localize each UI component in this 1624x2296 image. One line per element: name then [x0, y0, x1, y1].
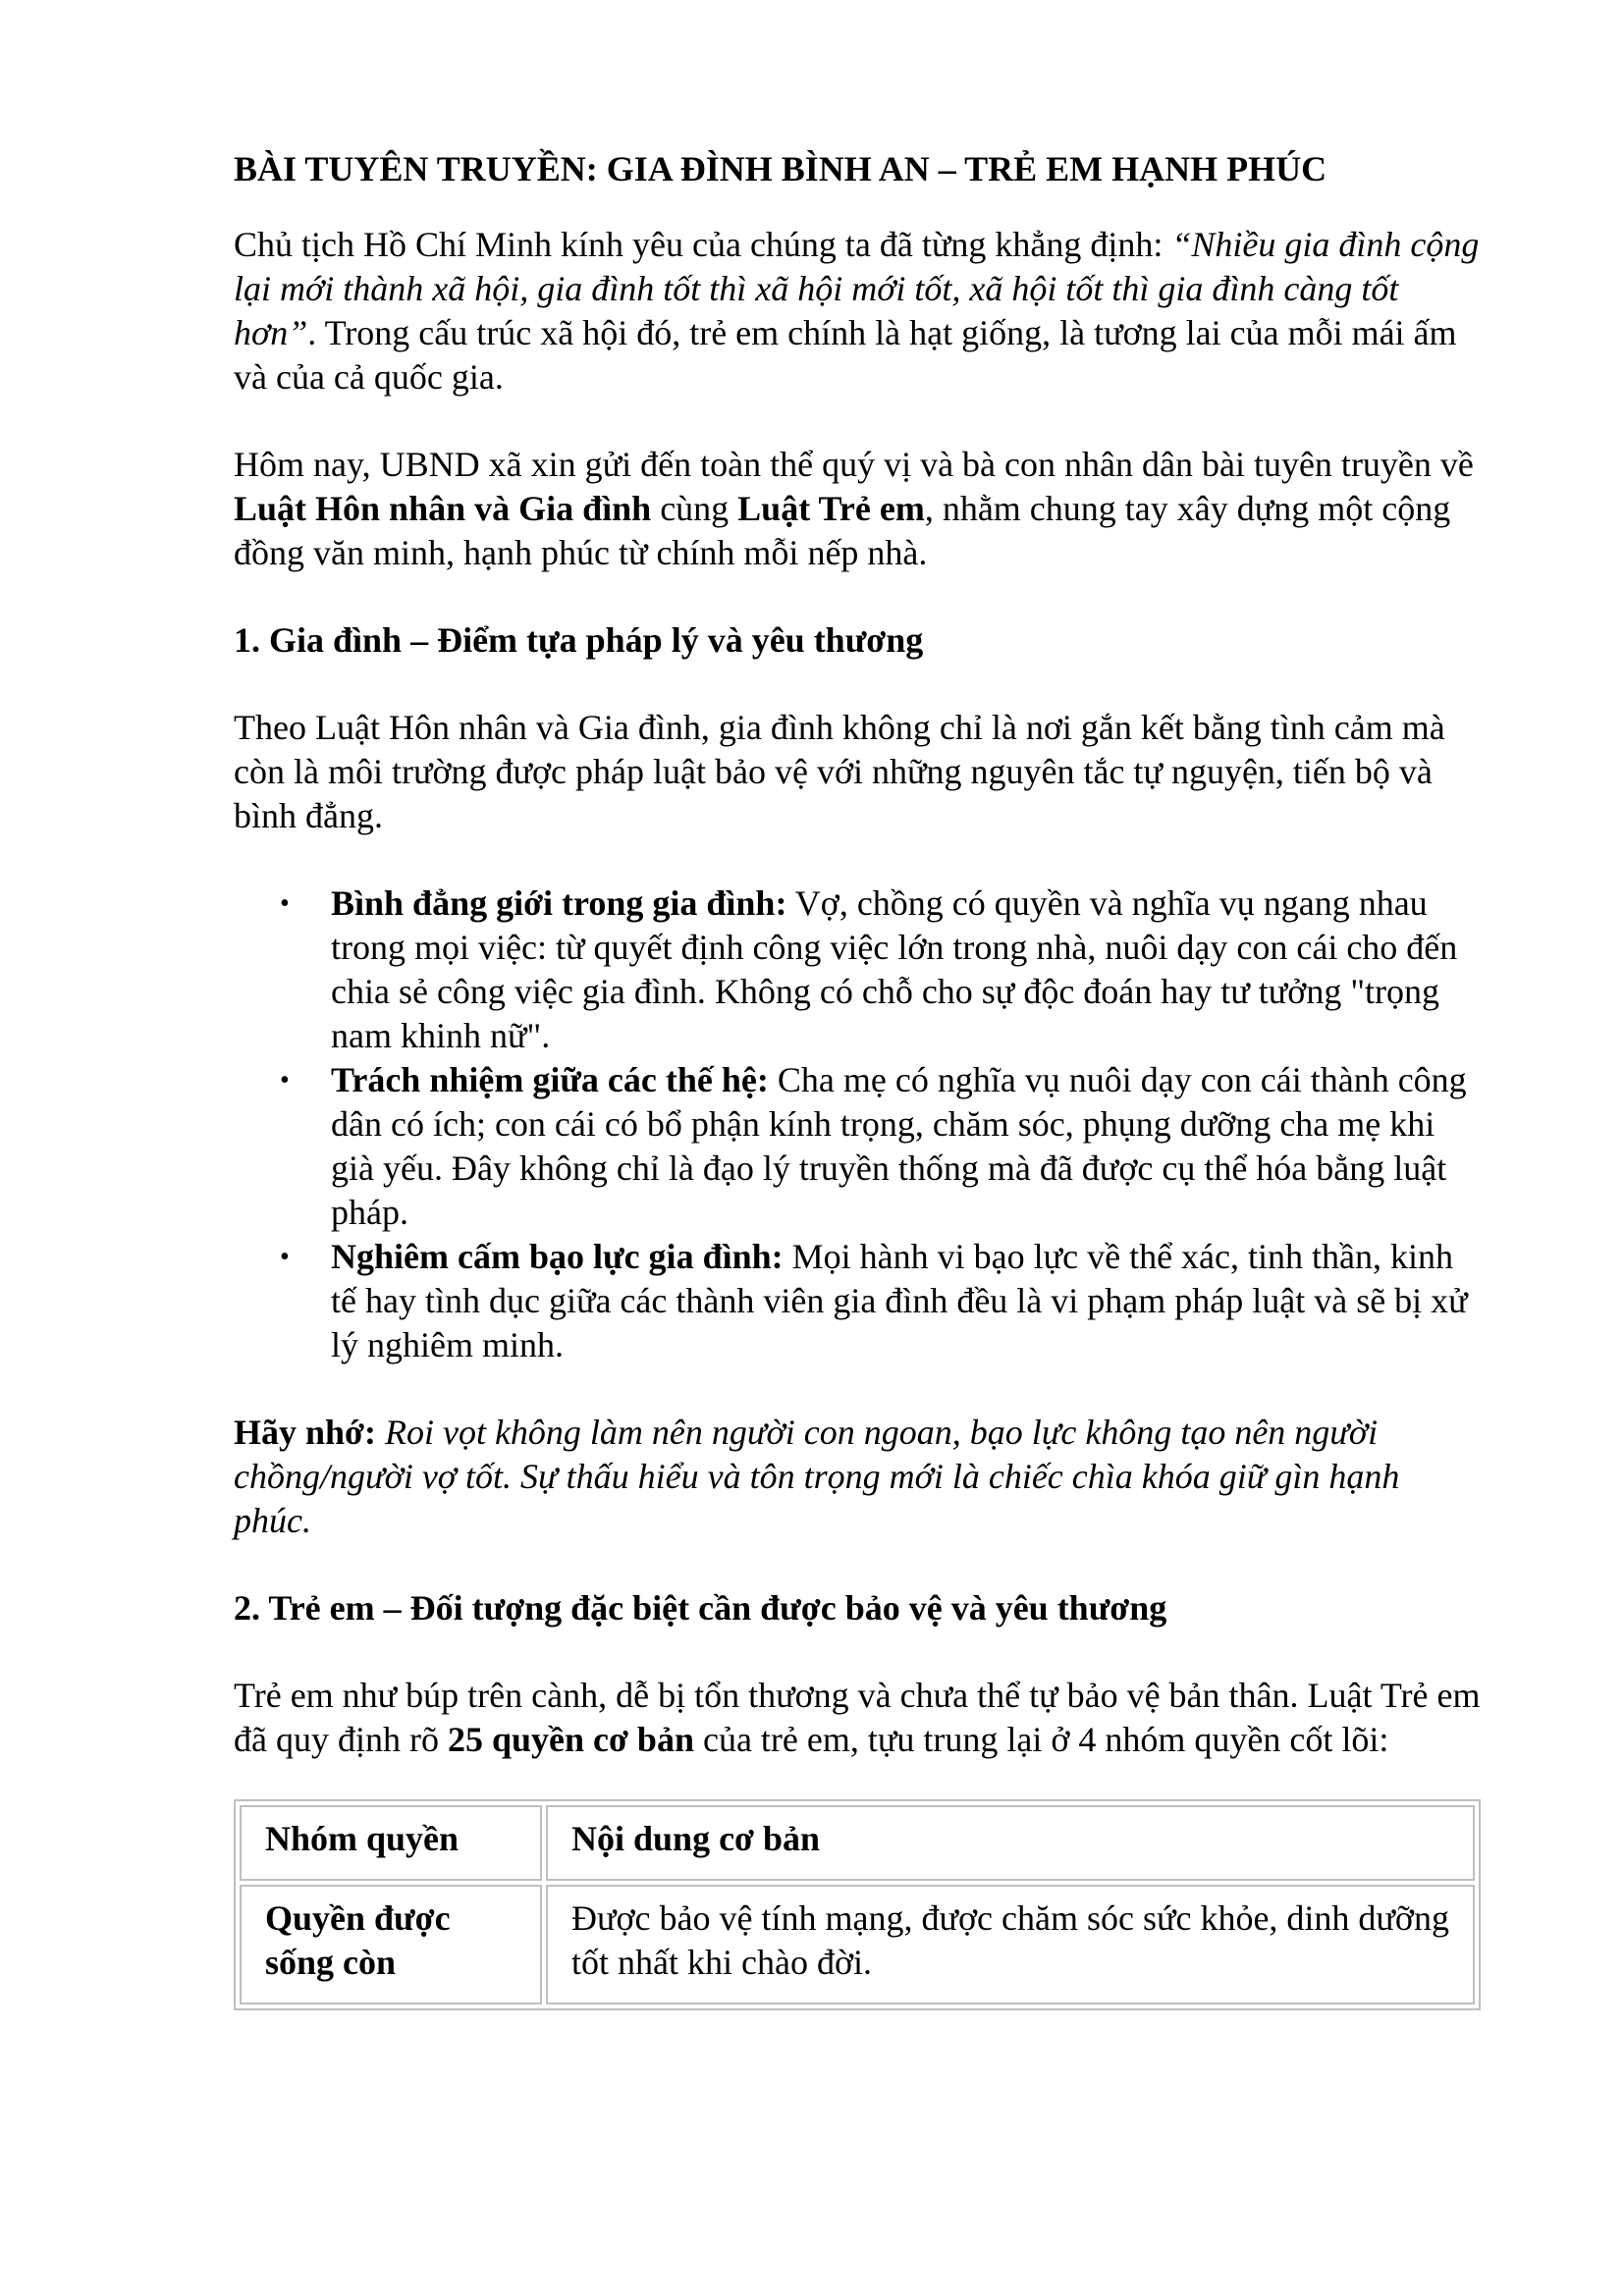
ho-chi-minh-quote: “Nhiều gia đình cộng lại mới thành xã hội, gia đình tốt thì xã hội mới tốt, xã hội tốt thì gia đình càng tốt hơn” [234, 225, 1480, 352]
section-2-intro-a: Trẻ em như búp trên cành, dễ bị tổn thương và chưa thể tự bảo vệ bản thân. Luật Trẻ em đã quy định rõ [234, 1676, 1481, 1759]
basic-rights-count: 25 quyền cơ bản [447, 1720, 694, 1759]
table-cell-content: Được bảo vệ tính mạng, được chăm sóc sức khỏe, dinh dưỡng tốt nhất khi chào đời. [546, 1885, 1475, 2004]
document-page [234, 147, 1481, 2010]
table-header-content: Nội dung cơ bản [546, 1805, 1475, 1881]
list-item-label: Bình đẳng giới trong gia đình: [331, 883, 787, 923]
section-1-intro: Theo Luật Hôn nhân và Gia đình, gia đình không chỉ là nơi gắn kết bằng tình cảm mà còn là môi trường được pháp luật bảo vệ với những nguyên tắc tự nguyện, tiến bộ và bình đẳng. [234, 708, 1445, 835]
intro-p2-c: , nhằm chung tay xây dựng một cộng đồng văn minh, hạnh phúc từ chính mỗi nếp nhà. [234, 489, 1451, 572]
table-row [240, 1885, 1475, 2004]
section-2-intro [234, 1674, 1481, 1762]
bullet-icon: • [280, 1065, 290, 1095]
list-item [280, 1058, 1481, 1235]
list-item-text: Mọi hành vi bạo lực về thể xác, tinh thần, kinh tế hay tình dục giữa các thành viên gia đình đều là vi phạm pháp luật và sẽ bị xử lý nghiêm minh. [331, 1237, 1468, 1364]
remember-label: Hãy nhớ: [234, 1413, 376, 1452]
table-header-row [240, 1805, 1475, 1881]
list-item-label: Nghiêm cấm bạo lực gia đình: [331, 1237, 784, 1276]
section-1-heading: 1. Gia đình – Điểm tựa pháp lý và yêu thương [234, 620, 924, 660]
table-header-group: Nhóm quyền [240, 1805, 542, 1881]
section-2-heading: 2. Trẻ em – Đối tượng đặc biệt cần được bảo vệ và yêu thương [234, 1588, 1167, 1628]
intro-paragraph-2 [234, 443, 1481, 575]
table-cell-group: Quyền được sống còn [240, 1885, 542, 2004]
intro-p1-prefix: Chủ tịch Hồ Chí Minh kính yêu của chúng ta đã từng khẳng định: [234, 225, 1172, 264]
section-2-intro-b: của trẻ em, tựu trung lại ở 4 nhóm quyền cốt lõi: [693, 1720, 1389, 1759]
list-item-text: Vợ, chồng có quyền và nghĩa vụ ngang nhau trong mọi việc: từ quyết định công việc lớn trong nhà, nuôi dạy con cái cho đến chia sẻ công việc gia đình. Không có chỗ cho sự độc đoán hay tư tưởng "trọng nam khinh nữ". [331, 883, 1458, 1055]
law-children: Luật Trẻ em [737, 489, 925, 528]
remember-text: Roi vọt không làm nên người con ngoan, bạo lực không tạo nên người chồng/người vợ tốt. Sự thấu hiểu và tôn trọng mới là chiếc chìa khóa giữ gìn hạnh phúc. [234, 1413, 1400, 1540]
bullet-icon: • [280, 888, 290, 919]
document-title: BÀI TUYÊN TRUYỀN: GIA ĐÌNH BÌNH AN – TRẺ EM HẠNH PHÚC [234, 149, 1327, 188]
list-item [280, 1235, 1481, 1367]
family-principles-list [234, 881, 1481, 1367]
law-marriage-family: Luật Hôn nhân và Gia đình [234, 489, 652, 528]
list-item [280, 881, 1481, 1058]
intro-p2-b: cùng [651, 489, 738, 528]
list-item-text: Cha mẹ có nghĩa vụ nuôi dạy con cái thành công dân có ích; con cái có bổ phận kính trọng, chăm sóc, phụng dưỡng cha mẹ khi già yếu. Đây không chỉ là đạo lý truyền thống mà đã được cụ thể hóa bằng luật pháp. [331, 1060, 1467, 1232]
list-item-label: Trách nhiệm giữa các thế hệ: [331, 1060, 769, 1099]
children-rights-table [234, 1799, 1481, 2010]
intro-p1-suffix: . Trong cấu trúc xã hội đó, trẻ em chính là hạt giống, là tương lai của mỗi mái ấm và của cả quốc gia. [234, 313, 1457, 397]
remember-note [234, 1411, 1481, 1543]
bullet-icon: • [280, 1242, 290, 1272]
intro-paragraph-1 [234, 223, 1481, 400]
intro-p2-a: Hôm nay, UBND xã xin gửi đến toàn thể quý vị và bà con nhân dân bài tuyên truyền về [234, 445, 1474, 484]
